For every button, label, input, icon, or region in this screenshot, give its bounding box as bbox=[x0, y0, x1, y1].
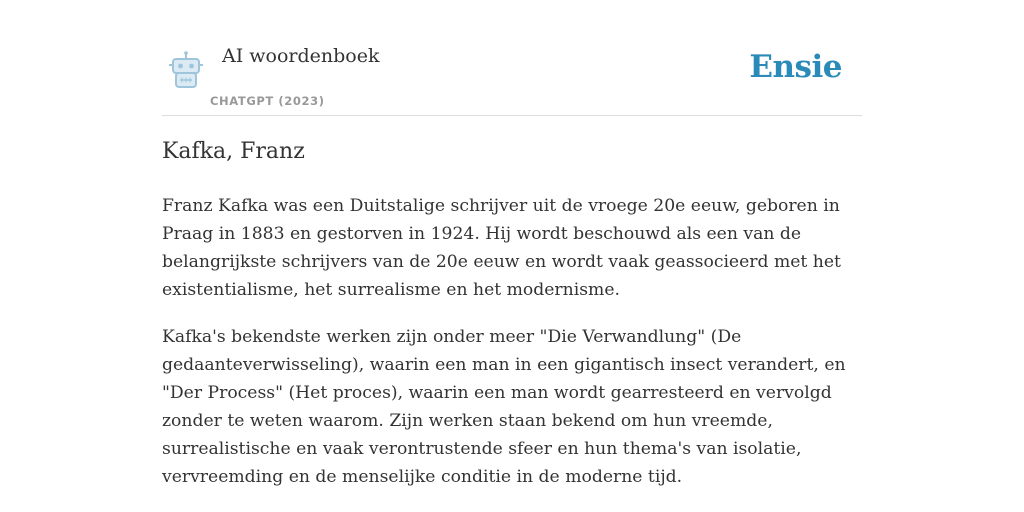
dictionary-source: CHATGPT (2023) bbox=[210, 94, 325, 108]
entry-definition bbox=[162, 192, 867, 510]
definition-paragraph: Kafka's bekendste werken zijn onder meer "Die Verwandlung" (De gedaanteverwisseling), waarin een man in een gigantisch insect verandert, en "Der Process" (Het proces), waarin een man wordt gearresteerd en vervolgd zonder te weten waarom. Zijn werken staan bekend om hun vreemde, surrealistische en vaak verontrustende sfeer en hun thema's van isolatie, vervreemding en de menselijke conditie in de moderne tijd. bbox=[162, 327, 846, 487]
robot-icon bbox=[166, 50, 206, 90]
definition-paragraph: Franz Kafka was een Duitstalige schrijver uit de vroege 20e eeuw, geboren in Praag in 1883 en gestorven in 1924. Hij wordt beschouwd als een van de belangrijkste schrijvers van de 20e eeuw en wordt vaak geassocieerd met het existentialisme, het surrealisme en het modernisme. bbox=[162, 196, 841, 300]
dictionary-header bbox=[162, 0, 862, 116]
page bbox=[162, 0, 862, 487]
ensie-logo[interactable]: Ensie bbox=[749, 49, 842, 85]
entry-title: Kafka, Franz bbox=[162, 139, 305, 164]
dictionary-title[interactable]: AI woordenboek bbox=[222, 45, 380, 67]
